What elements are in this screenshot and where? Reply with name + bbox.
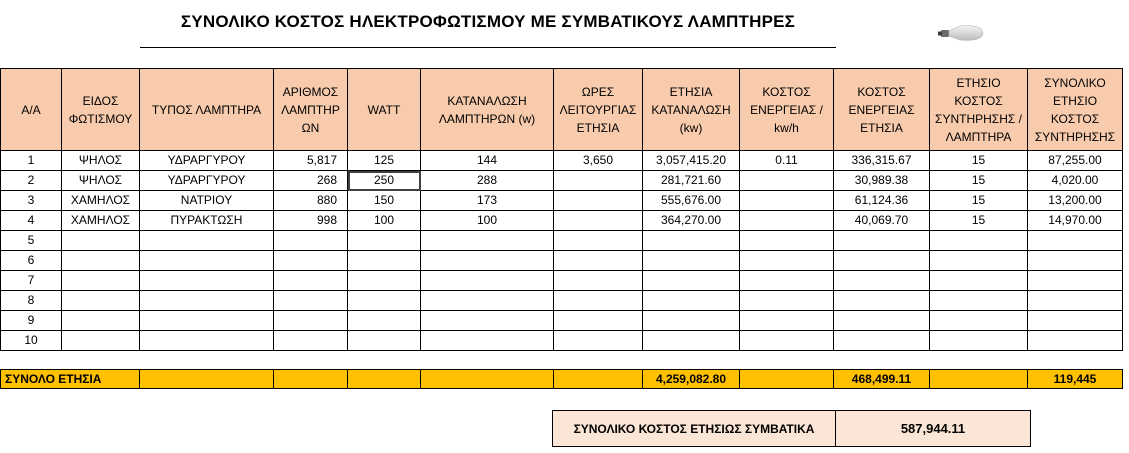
lamp-count-cell[interactable]	[274, 331, 348, 351]
total-row	[1, 370, 1123, 389]
watt-cell[interactable]	[348, 231, 421, 251]
annual-energy-cost-cell[interactable]: 336,315.67	[834, 151, 930, 171]
watt-cell[interactable]	[348, 331, 421, 351]
energy-cost-rate-cell[interactable]	[740, 271, 834, 291]
maintenance-per-lamp-cell[interactable]	[930, 251, 1028, 271]
table-row	[1, 311, 1123, 331]
total-cell[interactable]	[554, 370, 643, 389]
watt-cell[interactable]	[348, 271, 421, 291]
total-maintenance-cell[interactable]	[1028, 231, 1123, 251]
total-maintenance-cell[interactable]	[1028, 331, 1123, 351]
annual-consumption-cell[interactable]: 3,057,415.20	[643, 151, 740, 171]
row-number-cell[interactable]: 3	[1, 191, 62, 211]
maintenance-per-lamp-cell[interactable]: 15	[930, 191, 1028, 211]
lighting-type-cell[interactable]	[62, 291, 140, 311]
hours-cell[interactable]	[554, 191, 643, 211]
summary-box	[552, 410, 1031, 447]
total-maintenance-cell[interactable]	[1028, 311, 1123, 331]
total-maintenance-cell[interactable]: 87,255.00	[1028, 151, 1123, 171]
consumption-cell[interactable]	[421, 311, 554, 331]
lamp-count-cell[interactable]: 268	[274, 171, 348, 191]
maintenance-per-lamp-cell[interactable]	[930, 271, 1028, 291]
annual-energy-cost-cell[interactable]: 61,124.36	[834, 191, 930, 211]
summary-value[interactable]: 587,944.11	[836, 411, 1031, 447]
total-maintenance-cell[interactable]: 4,020.00	[1028, 171, 1123, 191]
table-row	[1, 191, 1123, 211]
total-cell[interactable]	[140, 370, 274, 389]
consumption-cell[interactable]	[421, 331, 554, 351]
lamp-type-cell[interactable]	[140, 251, 274, 271]
lamp-count-cell[interactable]	[274, 231, 348, 251]
total-cell[interactable]	[348, 370, 421, 389]
total-label[interactable]: ΣΥΝΟΛΟ ΕΤΗΣΙΑ	[1, 370, 140, 389]
lamp-count-cell[interactable]: 998	[274, 211, 348, 231]
row-number-cell[interactable]: 9	[1, 311, 62, 331]
header-cell: ΚΟΣΤΟΣ ΕΝΕΡΓΕΙΑΣ / kw/h	[740, 69, 834, 151]
spacer-row	[1, 351, 1123, 370]
header-cell: ΚΟΣΤΟΣ ΕΝΕΡΓΕΙΑΣ ΕΤΗΣΙΑ	[834, 69, 930, 151]
consumption-cell[interactable]	[421, 231, 554, 251]
header-cell: ΕΤΗΣΙΑ ΚΑΤΑΝΑΛΩΣΗ (kw)	[643, 69, 740, 151]
lighting-type-cell[interactable]: ΨΗΛΟΣ	[62, 151, 140, 171]
lighting-type-cell[interactable]: ΧΑΜΗΛΟΣ	[62, 191, 140, 211]
hours-cell[interactable]	[554, 251, 643, 271]
watt-cell[interactable]	[348, 311, 421, 331]
row-number-cell[interactable]: 1	[1, 151, 62, 171]
hours-cell[interactable]	[554, 331, 643, 351]
consumption-cell[interactable]: 173	[421, 191, 554, 211]
row-number-cell[interactable]: 8	[1, 291, 62, 311]
total-cell[interactable]	[740, 370, 834, 389]
table-row	[1, 171, 1123, 191]
annual-consumption-cell[interactable]	[643, 331, 740, 351]
hours-cell[interactable]	[554, 271, 643, 291]
row-number-cell[interactable]: 4	[1, 211, 62, 231]
lamp-count-cell[interactable]	[274, 271, 348, 291]
hours-cell[interactable]	[554, 291, 643, 311]
lighting-type-cell[interactable]	[62, 251, 140, 271]
energy-cost-rate-cell[interactable]	[740, 211, 834, 231]
header-row	[1, 69, 1123, 151]
table-row	[1, 291, 1123, 311]
energy-cost-rate-cell[interactable]	[740, 231, 834, 251]
consumption-cell[interactable]	[421, 271, 554, 291]
energy-cost-rate-cell[interactable]	[740, 331, 834, 351]
maintenance-per-lamp-cell[interactable]	[930, 231, 1028, 251]
header-cell: ΕΙΔΟΣ ΦΩΤΙΣΜΟΥ	[62, 69, 140, 151]
energy-cost-rate-cell[interactable]	[740, 311, 834, 331]
table-row	[1, 331, 1123, 351]
lamp-count-cell[interactable]	[274, 291, 348, 311]
annual-energy-cost-cell[interactable]: 40,069.70	[834, 211, 930, 231]
lamp-count-cell[interactable]	[274, 251, 348, 271]
energy-cost-rate-cell[interactable]	[740, 251, 834, 271]
total-maintenance-cell[interactable]	[1028, 271, 1123, 291]
annual-consumption-cell[interactable]: 555,676.00	[643, 191, 740, 211]
annual-energy-cost-cell[interactable]	[834, 251, 930, 271]
annual-energy-cost-cell[interactable]	[834, 231, 930, 251]
annual-consumption-cell[interactable]	[643, 291, 740, 311]
maintenance-per-lamp-cell[interactable]: 15	[930, 151, 1028, 171]
annual-consumption-cell[interactable]	[643, 231, 740, 251]
title-underline	[140, 47, 836, 48]
consumption-cell[interactable]	[421, 291, 554, 311]
lamp-count-cell[interactable]: 5,817	[274, 151, 348, 171]
watt-cell[interactable]: 250	[348, 171, 421, 191]
lamp-count-cell[interactable]	[274, 311, 348, 331]
annual-energy-cost-cell[interactable]	[834, 331, 930, 351]
lamp-type-cell[interactable]: ΝΑΤΡΙΟΥ	[140, 191, 274, 211]
total-annual-energy-cost[interactable]: 468,499.11	[834, 370, 930, 389]
consumption-cell[interactable]: 144	[421, 151, 554, 171]
header-cell: ΣΥΝΟΛΙΚΟ ΕΤΗΣΙΟ ΚΟΣΤΟΣ ΣΥΝΤΗΡΗΣΗΣ	[1028, 69, 1123, 151]
total-maintenance-cell[interactable]	[1028, 291, 1123, 311]
lamp-type-cell[interactable]: ΥΔΡΑΡΓΥΡΟΥ	[140, 151, 274, 171]
watt-cell[interactable]: 125	[348, 151, 421, 171]
row-number-cell[interactable]: 7	[1, 271, 62, 291]
total-cell[interactable]	[930, 370, 1028, 389]
lighting-type-cell[interactable]	[62, 331, 140, 351]
lighting-cost-table	[0, 68, 1123, 389]
lamp-type-cell[interactable]: ΠΥΡΑΚΤΩΣΗ	[140, 211, 274, 231]
maintenance-per-lamp-cell[interactable]: 15	[930, 211, 1028, 231]
annual-consumption-cell[interactable]	[643, 311, 740, 331]
lighting-type-cell[interactable]	[62, 311, 140, 331]
annual-energy-cost-cell[interactable]	[834, 311, 930, 331]
lighting-type-cell[interactable]: ΨΗΛΟΣ	[62, 171, 140, 191]
table-row	[1, 271, 1123, 291]
hours-cell[interactable]: 3,650	[554, 151, 643, 171]
header-cell: Α/Α	[1, 69, 62, 151]
hours-cell[interactable]	[554, 171, 643, 191]
maintenance-per-lamp-cell[interactable]	[930, 331, 1028, 351]
lighting-type-cell[interactable]	[62, 271, 140, 291]
total-cell[interactable]	[274, 370, 348, 389]
hours-cell[interactable]	[554, 311, 643, 331]
header-cell: ΑΡΙΘΜΟΣ ΛΑΜΠΤΗΡ ΩΝ	[274, 69, 348, 151]
total-maintenance-cell[interactable]: 13,200.00	[1028, 191, 1123, 211]
energy-cost-rate-cell[interactable]: 0.11	[740, 151, 834, 171]
table-row	[1, 211, 1123, 231]
lamp-type-cell[interactable]	[140, 231, 274, 251]
maintenance-per-lamp-cell[interactable]	[930, 311, 1028, 331]
lamp-count-cell[interactable]: 880	[274, 191, 348, 211]
annual-consumption-cell[interactable]: 281,721.60	[643, 171, 740, 191]
total-annual-consumption[interactable]: 4,259,082.80	[643, 370, 740, 389]
energy-cost-rate-cell[interactable]	[740, 171, 834, 191]
watt-cell[interactable]	[348, 291, 421, 311]
page-title: ΣΥΝΟΛΙΚΟ ΚΟΣΤΟΣ ΗΛΕΚΤΡΟΦΩΤΙΣΜΟΥ ΜΕ ΣΥΜΒΑΤΙΚΟΥΣ ΛΑΜΠΤΗΡΕΣ	[180, 12, 796, 31]
lighting-type-cell[interactable]	[62, 231, 140, 251]
annual-consumption-cell[interactable]: 364,270.00	[643, 211, 740, 231]
hours-cell[interactable]	[554, 211, 643, 231]
table-row	[1, 231, 1123, 251]
header-cell: ΩΡΕΣ ΛΕΙΤΟΥΡΓΙΑΣ ΕΤΗΣΙΑ	[554, 69, 643, 151]
header-cell: ΕΤΗΣΙΟ ΚΟΣΤΟΣ ΣΥΝΤΗΡΗΣΗΣ / ΛΑΜΠΤΗΡΑ	[930, 69, 1028, 151]
lamp-type-cell[interactable]	[140, 291, 274, 311]
energy-cost-rate-cell[interactable]	[740, 191, 834, 211]
lamp-type-cell[interactable]: ΥΔΡΑΡΓΥΡΟΥ	[140, 171, 274, 191]
energy-cost-rate-cell[interactable]	[740, 291, 834, 311]
header-cell: WATT	[348, 69, 421, 151]
header-cell: ΤΥΠΟΣ ΛΑΜΠΤΗΡΑ	[140, 69, 274, 151]
consumption-cell[interactable]: 288	[421, 171, 554, 191]
total-cell[interactable]	[421, 370, 554, 389]
row-number-cell[interactable]: 10	[1, 331, 62, 351]
lamp-bulb-icon	[936, 20, 986, 46]
table-row	[1, 151, 1123, 171]
hours-cell[interactable]	[554, 231, 643, 251]
consumption-cell[interactable]: 100	[421, 211, 554, 231]
total-maintenance-cell[interactable]	[1028, 251, 1123, 271]
watt-cell[interactable]	[348, 251, 421, 271]
lamp-type-cell[interactable]	[140, 311, 274, 331]
table-row	[1, 251, 1123, 271]
annual-consumption-cell[interactable]	[643, 271, 740, 291]
total-maintenance-cell[interactable]: 14,970.00	[1028, 211, 1123, 231]
consumption-cell[interactable]	[421, 251, 554, 271]
summary-label[interactable]: ΣΥΝΟΛΙΚΟ ΚΟΣΤΟΣ ΕΤΗΣΙΩΣ ΣΥΜΒΑΤΙΚΑ	[553, 411, 836, 447]
annual-energy-cost-cell[interactable]: 30,989.38	[834, 171, 930, 191]
row-number-cell[interactable]: 6	[1, 251, 62, 271]
lamp-type-cell[interactable]	[140, 331, 274, 351]
lamp-type-cell[interactable]	[140, 271, 274, 291]
row-number-cell[interactable]: 2	[1, 171, 62, 191]
header-cell: ΚΑΤΑΝΑΛΩΣΗ ΛΑΜΠΤΗΡΩΝ (w)	[421, 69, 554, 151]
total-maintenance-cost[interactable]: 119,445	[1028, 370, 1123, 389]
row-number-cell[interactable]: 5	[1, 231, 62, 251]
annual-energy-cost-cell[interactable]	[834, 271, 930, 291]
maintenance-per-lamp-cell[interactable]	[930, 291, 1028, 311]
lighting-type-cell[interactable]: ΧΑΜΗΛΟΣ	[62, 211, 140, 231]
watt-cell[interactable]: 150	[348, 191, 421, 211]
watt-cell[interactable]: 100	[348, 211, 421, 231]
annual-consumption-cell[interactable]	[643, 251, 740, 271]
maintenance-per-lamp-cell[interactable]: 15	[930, 171, 1028, 191]
annual-energy-cost-cell[interactable]	[834, 291, 930, 311]
